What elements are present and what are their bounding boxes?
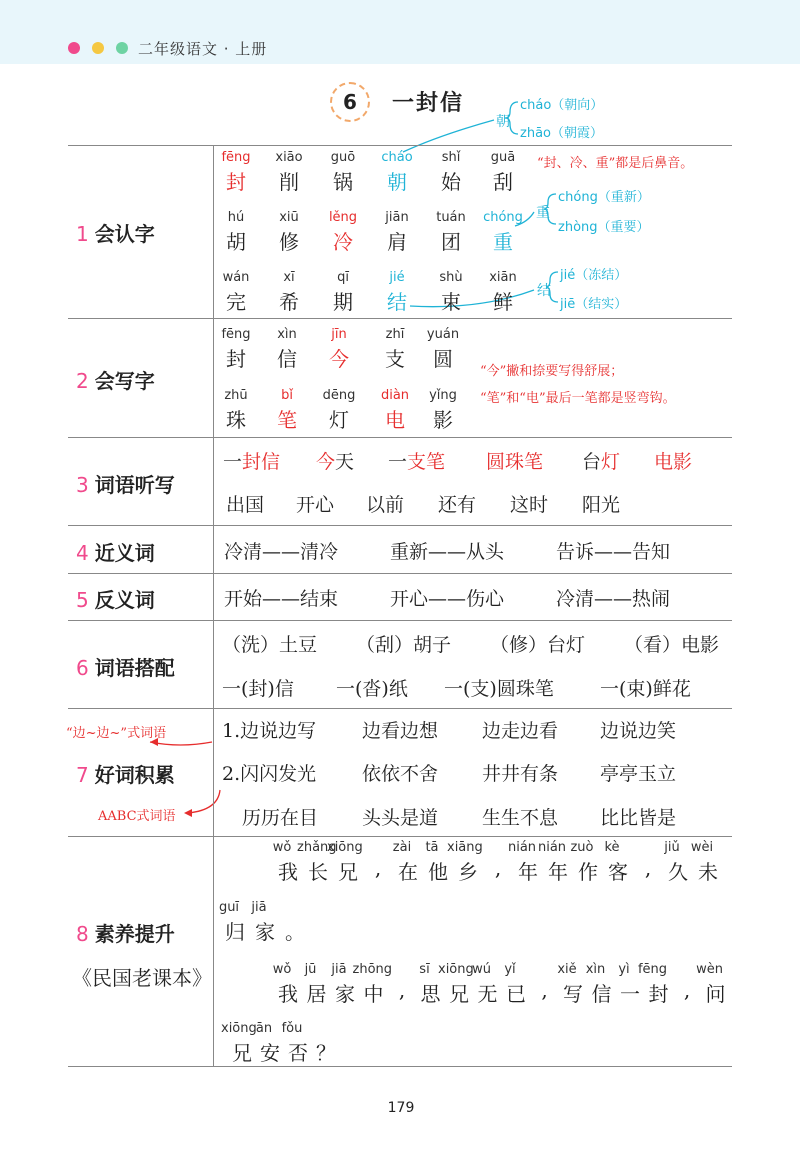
hanzi: 期	[333, 290, 353, 314]
good-word: 边看边想	[362, 720, 439, 742]
hanzi: 我	[278, 982, 298, 1006]
poly-zhong-char: 重	[536, 205, 550, 221]
collocation: （洗）土豆	[222, 634, 318, 656]
hanzi: 电	[385, 408, 405, 432]
pinyin: tā	[425, 840, 439, 855]
antonym-pair: 冷清——热闹	[556, 588, 671, 610]
hanzi: 笔	[277, 408, 297, 432]
hanzi: 刮	[493, 170, 513, 194]
hanzi: 无	[477, 982, 498, 1006]
section-3-label: 3 词语听写	[76, 473, 175, 497]
poly-zhong-r1: chóng（重新）	[558, 190, 650, 205]
pinyin: jū	[304, 962, 317, 977]
pinyin: bǐ	[281, 388, 293, 403]
hanzi: 兄	[232, 1041, 252, 1065]
hanzi: 完	[226, 290, 246, 314]
pinyin: xiōng	[438, 962, 474, 977]
section-1-label: 1 会认字	[76, 222, 155, 246]
hanzi: 未	[698, 860, 718, 884]
pinyin: wǒ	[272, 962, 292, 977]
hanzi: 希	[279, 290, 299, 314]
antonym-pair: 开心——伤心	[390, 588, 505, 610]
hanzi: ？	[316, 1041, 336, 1065]
dictation-word	[316, 447, 354, 474]
synonym-pair: 告诉——告知	[556, 541, 671, 563]
hanzi: 鲜	[493, 290, 513, 314]
pinyin: zài	[392, 840, 412, 855]
poly-chao-r1: cháo（朝向）	[520, 98, 604, 113]
pinyin: yǐ	[504, 962, 516, 977]
hanzi: ,	[683, 978, 691, 1002]
poly-chao-char: 朝	[496, 114, 510, 130]
dictation-word: 还有	[438, 494, 477, 516]
brace-jie	[546, 272, 558, 302]
hanzi: 封	[226, 170, 246, 194]
write-note-1: “今”撇和捺要写得舒展；	[480, 364, 624, 379]
good-word: 边走边看	[482, 720, 559, 742]
collocation: （刮）胡子	[356, 634, 452, 656]
arrow-chao	[403, 120, 494, 152]
row-divider-2	[68, 437, 732, 438]
good-word: 2.闪闪发光	[222, 763, 317, 785]
hanzi: 乡	[458, 860, 478, 884]
row-divider-4	[68, 573, 732, 574]
row-divider-1	[68, 318, 732, 319]
pinyin: fēng	[637, 962, 668, 977]
pinyin: xìn	[277, 327, 297, 342]
section-6-label: 6 词语搭配	[76, 656, 175, 680]
word-part: 一	[223, 451, 243, 473]
hanzi: 年	[518, 860, 538, 884]
table-top-line	[68, 145, 732, 146]
table-bottom-line	[68, 1066, 732, 1067]
pinyin: xiāo	[275, 150, 303, 165]
good-word: 1.边说边写	[222, 720, 317, 742]
row-divider-5	[68, 620, 732, 621]
hanzi: 一	[620, 982, 640, 1006]
dictation-word: 这时	[510, 494, 549, 516]
collocation: 一(封)信	[222, 678, 294, 700]
section-5-label: 5 反义词	[76, 588, 155, 612]
hanzi: 家	[255, 920, 275, 944]
hanzi: 否	[288, 1041, 308, 1065]
pinyin: sī	[419, 962, 430, 977]
word-part-red: 灯	[601, 451, 621, 473]
hanzi: 束	[441, 290, 461, 314]
dictation-word: 开心	[296, 494, 335, 516]
good-word: 头头是道	[362, 807, 439, 829]
dictation-word	[654, 447, 692, 474]
hanzi: 久	[668, 860, 688, 884]
word-part-red: 今	[316, 451, 336, 473]
hanzi: ,	[494, 856, 502, 880]
row-divider-3	[68, 525, 732, 526]
antonym-pair: 开始——结束	[224, 588, 339, 610]
pinyin: cháo	[381, 150, 413, 165]
word-part-red: 电影	[654, 451, 693, 473]
dictation-word: 以前	[366, 494, 405, 516]
arrow-head-2	[184, 809, 192, 817]
hanzi: 家	[335, 982, 355, 1006]
hanzi: 归	[225, 920, 245, 944]
poly-jie-r2: jiē（结实）	[560, 297, 628, 312]
hanzi: 锅	[333, 170, 353, 194]
pinyin: jiā	[331, 962, 347, 977]
pinyin: shǐ	[441, 150, 461, 165]
brace-zhong	[544, 194, 556, 224]
arrow-note1	[150, 742, 212, 745]
pinyin: xiōng	[327, 840, 363, 855]
hanzi: 今	[329, 347, 349, 371]
pinyin: fēng	[221, 150, 251, 165]
hanzi: 思	[420, 982, 441, 1006]
hanzi: 影	[433, 408, 453, 432]
hanzi: 冷	[333, 230, 353, 254]
good-words-note-1: “边~边~”式词语	[66, 726, 167, 741]
word-part-red: 支笔	[407, 451, 446, 473]
pinyin: zuò	[570, 840, 594, 855]
section-8-label: 8 素养提升	[76, 922, 175, 946]
pinyin: jiān	[385, 210, 409, 225]
hanzi: 兄	[449, 982, 469, 1006]
collocation: （看）电影	[624, 634, 720, 656]
pinyin: wǒ	[272, 840, 292, 855]
hanzi: ,	[541, 978, 548, 1002]
pinyin: jiā	[251, 900, 267, 915]
pinyin: xiōng	[221, 1021, 257, 1036]
page-number: 179	[387, 1100, 415, 1116]
pinyin: chóng	[483, 210, 523, 225]
pinyin: hú	[227, 210, 245, 225]
dictation-word	[223, 447, 280, 474]
pinyin: diàn	[380, 388, 410, 403]
pinyin: qī	[337, 270, 349, 285]
brace-chao	[505, 102, 518, 134]
hanzi: 圆	[433, 347, 453, 371]
hanzi: 修	[279, 230, 299, 254]
hanzi: 灯	[329, 408, 349, 432]
good-word: 比比皆是	[600, 807, 677, 829]
hanzi: 安	[260, 1041, 280, 1065]
hanzi: 我	[278, 860, 298, 884]
hanzi: 兄	[338, 860, 358, 884]
word-part-red: 封信	[242, 451, 281, 473]
hanzi: 团	[441, 230, 461, 254]
lesson-number: 6	[330, 82, 370, 122]
hanzi: 年	[548, 860, 568, 884]
pinyin: xiāng	[447, 840, 483, 855]
dictation-word	[486, 447, 543, 474]
pinyin: fǒu	[281, 1021, 303, 1036]
synonym-pair: 重新——从头	[390, 541, 505, 563]
pinyin: zhǎng	[297, 840, 337, 855]
section-8-sub: 《民国老课本》	[72, 966, 212, 990]
dictation-word	[388, 447, 445, 474]
hanzi: ,	[644, 856, 652, 880]
hanzi: 结	[387, 290, 407, 314]
row-divider-6	[68, 708, 732, 709]
collocation: 一(沓)纸	[336, 678, 408, 700]
pinyin: xī	[283, 270, 295, 285]
hanzi: 封	[648, 982, 669, 1006]
section-7-label: 7 好词积累	[76, 763, 175, 787]
poly-zhong-r2: zhòng（重要）	[558, 220, 650, 235]
section-2-label: 2 会写字	[76, 369, 155, 393]
hanzi: 信	[591, 982, 612, 1006]
hanzi: 已	[506, 982, 526, 1006]
pinyin: yì	[618, 962, 630, 977]
pinyin: guī	[218, 900, 240, 915]
collocation: 一(束)鲜花	[600, 678, 691, 700]
pinyin: wán	[222, 270, 250, 285]
row-divider-7	[68, 836, 732, 837]
pinyin: wú	[472, 962, 491, 977]
pinyin: tuán	[436, 210, 466, 225]
dictation-word: 出国	[226, 494, 265, 516]
hanzi: ,	[398, 978, 406, 1002]
collocation: 一(支)圆珠笔	[444, 678, 554, 700]
hanzi: 作	[578, 860, 598, 884]
pinyin: nián	[507, 840, 537, 855]
pinyin: jiǔ	[664, 840, 680, 855]
grade-book-title: 二年级语文 · 上册	[138, 40, 268, 58]
good-word: 边说边笑	[600, 720, 677, 742]
hanzi: 写	[563, 982, 583, 1006]
pinyin: shù	[439, 270, 463, 285]
hanzi: 客	[608, 860, 628, 884]
pinyin: xiān	[489, 270, 517, 285]
arrow-note2	[188, 790, 220, 813]
pinyin: jīn	[331, 327, 347, 342]
pinyin: yǐng	[429, 388, 457, 403]
good-word: 历历在目	[242, 807, 319, 829]
section-4-label: 4 近义词	[76, 541, 155, 565]
recognize-note: “封、冷、重”都是后鼻音。	[537, 156, 694, 171]
dictation-word: 阳光	[582, 494, 621, 516]
pinyin: dēng	[322, 388, 356, 403]
poly-jie-r1: jié（冻结）	[560, 268, 628, 283]
pinyin: xiū	[279, 210, 299, 225]
pinyin: yuán	[426, 327, 460, 342]
pinyin: wèi	[690, 840, 714, 855]
pinyin: zhōng	[352, 962, 393, 977]
pinyin: zhī	[385, 327, 405, 342]
word-part-red: 圆珠笔	[486, 451, 544, 473]
lesson-title: 一封信	[392, 91, 465, 116]
hanzi: ,	[374, 856, 382, 880]
hanzi: 信	[277, 347, 297, 371]
hanzi: 在	[398, 860, 418, 884]
hanzi: 支	[385, 347, 405, 371]
hanzi: 朝	[387, 170, 407, 194]
pinyin: guō	[330, 150, 356, 165]
good-words-note-2: AABC式词语	[98, 809, 176, 824]
write-note-2: “笔”和“电”最后一笔都是竖弯钩。	[480, 391, 676, 406]
synonym-pair: 冷清——清冷	[224, 541, 339, 563]
word-part: 一	[388, 451, 408, 473]
pinyin: jié	[389, 270, 405, 285]
good-word: 生生不息	[482, 807, 559, 829]
dictation-word	[582, 447, 620, 474]
hanzi: 封	[226, 347, 246, 371]
pinyin: kè	[604, 840, 620, 855]
hanzi: 中	[363, 982, 384, 1006]
pinyin: ān	[255, 1021, 273, 1036]
hanzi: 重	[493, 230, 513, 254]
pinyin: lěng	[328, 210, 358, 225]
pinyin: xiě	[557, 962, 577, 977]
pinyin: guā	[490, 150, 516, 165]
pinyin: wèn	[696, 962, 723, 977]
poly-chao-r2: zhāo（朝霞）	[520, 126, 603, 141]
pinyin: nián	[537, 840, 567, 855]
hanzi: 肩	[387, 230, 407, 254]
pinyin: fēng	[221, 327, 251, 342]
good-word: 依依不舍	[362, 763, 439, 785]
hanzi: 胡	[226, 230, 246, 254]
poly-jie-char: 结	[537, 283, 551, 299]
collocation: （修）台灯	[490, 634, 586, 656]
good-word: 亭亭玉立	[600, 763, 677, 785]
hanzi: 珠	[226, 408, 246, 432]
hanzi: 长	[308, 860, 328, 884]
hanzi: 问	[705, 982, 726, 1006]
pinyin: xìn	[585, 962, 606, 977]
word-part: 台	[582, 451, 602, 473]
hanzi: 他	[428, 860, 448, 884]
good-word: 井井有条	[482, 763, 559, 785]
hanzi: 削	[279, 170, 299, 194]
hanzi: 始	[441, 170, 461, 194]
pinyin: zhū	[224, 388, 248, 403]
hanzi: 。	[285, 920, 305, 944]
word-part: 天	[335, 451, 355, 473]
hanzi: 居	[306, 982, 327, 1006]
